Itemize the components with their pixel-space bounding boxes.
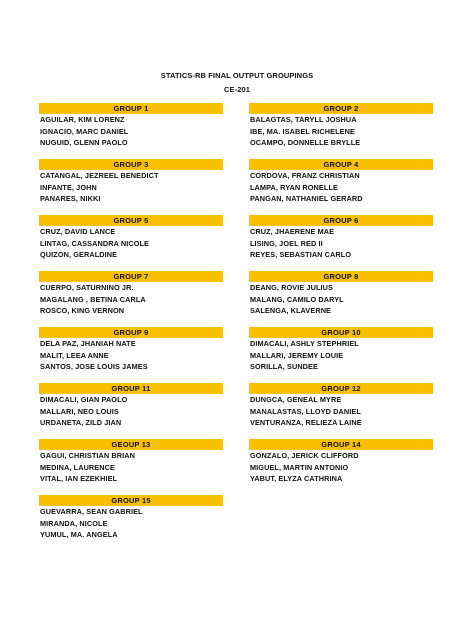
group-member: MALIT, LEEA ANNE	[40, 350, 109, 360]
group-block	[249, 383, 433, 439]
group-header: GROUP 14	[249, 439, 433, 450]
group-member: CRUZ, DAVID LANCE	[40, 227, 116, 236]
group-block	[39, 327, 223, 383]
group-block	[249, 215, 433, 271]
group-block	[39, 383, 223, 439]
group-member: YUMUL, MA. ANGELA	[40, 530, 118, 539]
group-member: VENTURANZA, RELIEZA LAINE	[250, 418, 362, 427]
group-block	[39, 159, 223, 215]
group-header: GROUP 15	[39, 495, 223, 506]
group-member: MALLARI, JEREMY LOUIE	[250, 350, 344, 360]
group-header: GROUP 9	[39, 327, 223, 338]
group-header: GROUP 11	[39, 383, 223, 394]
group-member: PANGAN, NATHANIEL GERARD	[250, 194, 363, 203]
group-member: GUEVARRA, SEAN GABRIEL	[40, 507, 143, 516]
group-member: LISING, JOEL RED II	[250, 238, 323, 248]
group-member: DELA PAZ, JHANIAH NATE	[40, 339, 136, 348]
group-member: URDANETA, ZILD JIAN	[40, 418, 122, 427]
left-column	[39, 103, 223, 551]
group-header: GROUP 2	[249, 103, 433, 114]
group-block	[39, 215, 223, 271]
group-header: GROUP 7	[39, 271, 223, 282]
group-member: OCAMPO, DONNELLE BRYLLE	[250, 138, 361, 147]
group-member: NUGUID, GLENN PAOLO	[40, 138, 128, 147]
group-block	[249, 159, 433, 215]
group-member: DEANG, ROVIE JULIUS	[250, 283, 333, 292]
group-header: GROUP 1	[39, 103, 223, 114]
group-member: ROSCO, KING VERNON	[40, 306, 125, 315]
group-member: REYES, SEBASTIAN CARLO	[250, 250, 352, 259]
group-member: MEDINA, LAURENCE	[40, 462, 115, 472]
group-member: MANALASTAS, LLOYD DANIEL	[250, 406, 361, 416]
group-member: INFANTE, JOHN	[40, 182, 97, 192]
group-member: QUIZON, GERALDINE	[40, 250, 118, 259]
group-block	[249, 271, 433, 327]
group-block	[39, 495, 223, 551]
group-member: SANTOS, JOSE LOUIS JAMES	[40, 362, 148, 371]
group-member: IGNACIO, MARC DANIEL	[40, 126, 129, 136]
group-member: MIRANDA, NICOLE	[40, 518, 108, 528]
group-header: GROUP 12	[249, 383, 433, 394]
group-member: PANARES, NIKKI	[40, 194, 101, 203]
group-header: GROUP 3	[39, 159, 223, 170]
group-header: GROUP 10	[249, 327, 433, 338]
group-member: MIGUEL, MARTIN ANTONIO	[250, 462, 349, 472]
group-block	[39, 439, 223, 495]
group-header: GROUP 4	[249, 159, 433, 170]
group-member: CORDOVA, FRANZ CHRISTIAN	[250, 171, 360, 180]
group-member: CRUZ, JHAERENE MAE	[250, 227, 335, 236]
group-member: GAGUI, CHRISTIAN BRIAN	[40, 451, 136, 460]
group-member: CATANGAL, JEZREEL BENEDICT	[40, 171, 159, 180]
group-member: IBE, MA. ISABEL RICHELENE	[250, 126, 355, 136]
group-member: YABUT, ELYZA CATHRINA	[250, 474, 343, 483]
group-block	[39, 103, 223, 159]
group-block	[249, 439, 433, 495]
group-member: LAMPA, RYAN RONELLE	[250, 182, 338, 192]
group-header: GROUP 6	[249, 215, 433, 226]
group-member: DIMACALI, GIAN PAOLO	[40, 395, 128, 404]
group-member: GONZALO, JERICK CLIFFORD	[250, 451, 359, 460]
page-subtitle: CE-201	[223, 85, 251, 94]
group-block	[249, 103, 433, 159]
group-header: GROUP 5	[39, 215, 223, 226]
group-member: LINTAG, CASSANDRA NICOLE	[40, 238, 150, 248]
page-title: STATICS-RB FINAL OUTPUT GROUPINGS	[160, 71, 314, 80]
group-header: GROUP 8	[249, 271, 433, 282]
group-member: DIMACALI, ASHLY STEPHRIEL	[250, 339, 359, 348]
group-member: AGUILAR, KIM LORENZ	[40, 115, 125, 124]
group-member: MALLARI, NEO LOUIS	[40, 406, 119, 416]
group-member: SALENGA, KLAVERNE	[250, 306, 332, 315]
group-member: BALAGTAS, TARYLL JOSHUA	[250, 115, 357, 124]
group-header: GEOUP 13	[39, 439, 223, 450]
group-block	[39, 271, 223, 327]
right-column	[249, 103, 433, 495]
group-member: CUERPO, SATURNINO JR.	[40, 283, 134, 292]
group-member: MALANG, CAMILO DARYL	[250, 294, 344, 304]
group-member: DUNGCA, GENEAL MYRE	[250, 395, 342, 404]
group-block	[249, 327, 433, 383]
group-member: SORILLA, SUNDEE	[250, 362, 318, 371]
group-member: VITAL, IAN EZEKHIEL	[40, 474, 118, 483]
group-member: MAGALANG , BETINA CARLA	[40, 294, 146, 304]
